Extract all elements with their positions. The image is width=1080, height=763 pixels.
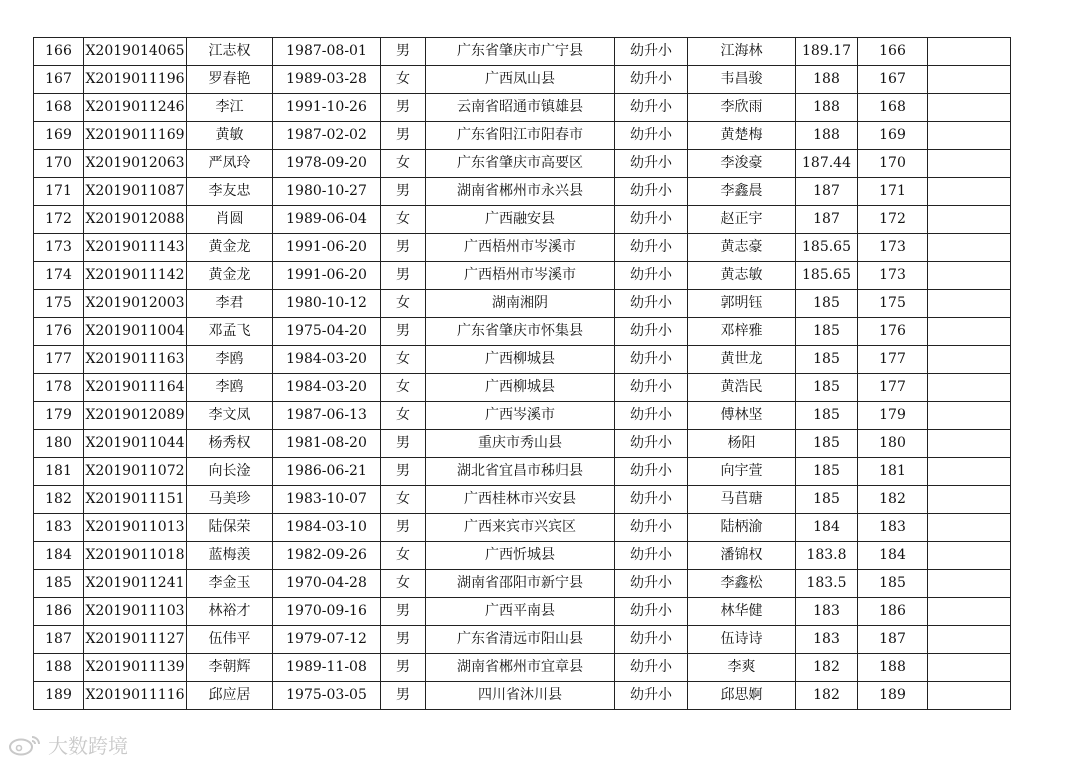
cell-gender: 女: [381, 374, 426, 402]
cell-applicant-id: X2019011103: [84, 598, 187, 626]
cell-remark: [928, 206, 1011, 234]
roster-table: [33, 37, 1011, 710]
cell-birth-date: 1970-04-28: [273, 570, 381, 598]
cell-score: 187.44: [796, 150, 858, 178]
cell-parent-name: 向长淦: [187, 458, 273, 486]
cell-native-place: 广东省清远市阳山县: [426, 626, 615, 654]
cell-applicant-id: X2019011196: [84, 66, 187, 94]
cell-rank: 166: [858, 38, 928, 66]
cell-native-place: 广西柳城县: [426, 374, 615, 402]
cell-rank: 175: [858, 290, 928, 318]
cell-row-number: 173: [34, 234, 84, 262]
table-row: [34, 402, 1011, 430]
cell-gender: 男: [381, 262, 426, 290]
cell-birth-date: 1970-09-16: [273, 598, 381, 626]
cell-category: 幼升小: [615, 626, 688, 654]
cell-birth-date: 1984-03-20: [273, 374, 381, 402]
cell-parent-name: 邓孟飞: [187, 318, 273, 346]
cell-child-name: 韦昌骏: [688, 66, 796, 94]
cell-remark: [928, 122, 1011, 150]
cell-applicant-id: X2019011143: [84, 234, 187, 262]
cell-applicant-id: X2019014065: [84, 38, 187, 66]
cell-gender: 男: [381, 458, 426, 486]
cell-child-name: 李欣雨: [688, 94, 796, 122]
cell-score: 183.5: [796, 570, 858, 598]
cell-gender: 女: [381, 486, 426, 514]
cell-child-name: 杨阳: [688, 430, 796, 458]
cell-gender: 男: [381, 178, 426, 206]
cell-parent-name: 江志权: [187, 38, 273, 66]
cell-score: 189.17: [796, 38, 858, 66]
cell-score: 185: [796, 374, 858, 402]
cell-row-number: 177: [34, 346, 84, 374]
cell-native-place: 广东省肇庆市高要区: [426, 150, 615, 178]
cell-remark: [928, 178, 1011, 206]
cell-row-number: 182: [34, 486, 84, 514]
cell-category: 幼升小: [615, 262, 688, 290]
cell-applicant-id: X2019011151: [84, 486, 187, 514]
cell-applicant-id: X2019011116: [84, 682, 187, 710]
table-row: [34, 66, 1011, 94]
cell-rank: 182: [858, 486, 928, 514]
cell-score: 188: [796, 94, 858, 122]
cell-parent-name: 杨秀权: [187, 430, 273, 458]
cell-row-number: 184: [34, 542, 84, 570]
cell-child-name: 傅林坚: [688, 402, 796, 430]
cell-category: 幼升小: [615, 430, 688, 458]
cell-rank: 185: [858, 570, 928, 598]
cell-birth-date: 1991-10-26: [273, 94, 381, 122]
cell-native-place: 广西桂林市兴安县: [426, 486, 615, 514]
cell-row-number: 166: [34, 38, 84, 66]
cell-remark: [928, 458, 1011, 486]
cell-applicant-id: X2019012003: [84, 290, 187, 318]
cell-birth-date: 1980-10-12: [273, 290, 381, 318]
cell-applicant-id: X2019012089: [84, 402, 187, 430]
cell-applicant-id: X2019011013: [84, 514, 187, 542]
table-row: [34, 682, 1011, 710]
cell-rank: 172: [858, 206, 928, 234]
cell-score: 188: [796, 66, 858, 94]
cell-row-number: 183: [34, 514, 84, 542]
cell-birth-date: 1975-04-20: [273, 318, 381, 346]
cell-remark: [928, 94, 1011, 122]
cell-applicant-id: X2019012088: [84, 206, 187, 234]
cell-category: 幼升小: [615, 486, 688, 514]
table-row: [34, 94, 1011, 122]
cell-rank: 173: [858, 234, 928, 262]
cell-rank: 184: [858, 542, 928, 570]
cell-row-number: 185: [34, 570, 84, 598]
cell-child-name: 黄志豪: [688, 234, 796, 262]
table-row: [34, 514, 1011, 542]
cell-parent-name: 李江: [187, 94, 273, 122]
cell-applicant-id: X2019011142: [84, 262, 187, 290]
cell-gender: 男: [381, 318, 426, 346]
cell-rank: 189: [858, 682, 928, 710]
cell-applicant-id: X2019011044: [84, 430, 187, 458]
table-row: [34, 122, 1011, 150]
cell-gender: 女: [381, 570, 426, 598]
cell-row-number: 188: [34, 654, 84, 682]
cell-parent-name: 马美珍: [187, 486, 273, 514]
cell-score: 185: [796, 290, 858, 318]
cell-row-number: 174: [34, 262, 84, 290]
cell-parent-name: 黄敏: [187, 122, 273, 150]
cell-native-place: 广东省阳江市阳春市: [426, 122, 615, 150]
cell-child-name: 黄志敏: [688, 262, 796, 290]
cell-native-place: 湖南省邵阳市新宁县: [426, 570, 615, 598]
roster-body: [34, 38, 1011, 710]
cell-birth-date: 1991-06-20: [273, 234, 381, 262]
cell-row-number: 186: [34, 598, 84, 626]
cell-native-place: 广西梧州市岑溪市: [426, 262, 615, 290]
cell-score: 187: [796, 206, 858, 234]
cell-birth-date: 1987-08-01: [273, 38, 381, 66]
cell-native-place: 广西岑溪市: [426, 402, 615, 430]
cell-remark: [928, 262, 1011, 290]
cell-native-place: 广东省肇庆市广宁县: [426, 38, 615, 66]
cell-rank: 170: [858, 150, 928, 178]
cell-native-place: 湖北省宜昌市秭归县: [426, 458, 615, 486]
table-row: [34, 542, 1011, 570]
cell-rank: 167: [858, 66, 928, 94]
cell-birth-date: 1978-09-20: [273, 150, 381, 178]
cell-category: 幼升小: [615, 346, 688, 374]
cell-score: 183.8: [796, 542, 858, 570]
cell-birth-date: 1991-06-20: [273, 262, 381, 290]
cell-remark: [928, 150, 1011, 178]
cell-parent-name: 李鸥: [187, 374, 273, 402]
cell-gender: 女: [381, 346, 426, 374]
cell-applicant-id: X2019011087: [84, 178, 187, 206]
cell-row-number: 180: [34, 430, 84, 458]
cell-row-number: 170: [34, 150, 84, 178]
cell-parent-name: 李友忠: [187, 178, 273, 206]
cell-score: 188: [796, 122, 858, 150]
cell-birth-date: 1987-06-13: [273, 402, 381, 430]
cell-child-name: 陆柄渝: [688, 514, 796, 542]
watermark: [8, 730, 128, 759]
cell-child-name: 向宇萱: [688, 458, 796, 486]
cell-score: 185: [796, 318, 858, 346]
cell-birth-date: 1975-03-05: [273, 682, 381, 710]
cell-remark: [928, 234, 1011, 262]
table-row: [34, 374, 1011, 402]
cell-category: 幼升小: [615, 402, 688, 430]
cell-applicant-id: X2019012063: [84, 150, 187, 178]
cell-category: 幼升小: [615, 374, 688, 402]
cell-gender: 男: [381, 38, 426, 66]
cell-parent-name: 伍伟平: [187, 626, 273, 654]
cell-gender: 男: [381, 626, 426, 654]
cell-row-number: 178: [34, 374, 84, 402]
cell-child-name: 黄浩民: [688, 374, 796, 402]
cell-category: 幼升小: [615, 598, 688, 626]
cell-child-name: 江海林: [688, 38, 796, 66]
cell-child-name: 李鑫晨: [688, 178, 796, 206]
cell-gender: 女: [381, 150, 426, 178]
cell-score: 185: [796, 458, 858, 486]
cell-rank: 179: [858, 402, 928, 430]
cell-score: 183: [796, 626, 858, 654]
cell-parent-name: 李金玉: [187, 570, 273, 598]
cell-score: 185: [796, 402, 858, 430]
cell-child-name: 李鑫松: [688, 570, 796, 598]
cell-row-number: 167: [34, 66, 84, 94]
cell-birth-date: 1987-02-02: [273, 122, 381, 150]
cell-parent-name: 李鸥: [187, 346, 273, 374]
cell-birth-date: 1986-06-21: [273, 458, 381, 486]
cell-remark: [928, 570, 1011, 598]
cell-remark: [928, 374, 1011, 402]
cell-row-number: 176: [34, 318, 84, 346]
cell-row-number: 169: [34, 122, 84, 150]
table-row: [34, 234, 1011, 262]
cell-remark: [928, 38, 1011, 66]
cell-birth-date: 1981-08-20: [273, 430, 381, 458]
cell-birth-date: 1982-09-26: [273, 542, 381, 570]
cell-category: 幼升小: [615, 290, 688, 318]
cell-rank: 168: [858, 94, 928, 122]
cell-row-number: 175: [34, 290, 84, 318]
cell-category: 幼升小: [615, 458, 688, 486]
cell-score: 183: [796, 598, 858, 626]
cell-child-name: 赵正宇: [688, 206, 796, 234]
cell-child-name: 黄世龙: [688, 346, 796, 374]
cell-applicant-id: X2019011169: [84, 122, 187, 150]
cell-score: 187: [796, 178, 858, 206]
cell-gender: 女: [381, 402, 426, 430]
cell-applicant-id: X2019011004: [84, 318, 187, 346]
cell-score: 185: [796, 430, 858, 458]
table-row: [34, 486, 1011, 514]
cell-remark: [928, 654, 1011, 682]
cell-rank: 187: [858, 626, 928, 654]
cell-parent-name: 肖圆: [187, 206, 273, 234]
cell-remark: [928, 346, 1011, 374]
cell-gender: 男: [381, 122, 426, 150]
cell-parent-name: 陆保荣: [187, 514, 273, 542]
cell-category: 幼升小: [615, 178, 688, 206]
cell-gender: 女: [381, 206, 426, 234]
cell-parent-name: 李君: [187, 290, 273, 318]
cell-applicant-id: X2019011241: [84, 570, 187, 598]
cell-native-place: 湖南湘阴: [426, 290, 615, 318]
cell-category: 幼升小: [615, 150, 688, 178]
cell-score: 185: [796, 486, 858, 514]
cell-child-name: 邱思婀: [688, 682, 796, 710]
cell-child-name: 李爽: [688, 654, 796, 682]
cell-row-number: 189: [34, 682, 84, 710]
cell-parent-name: 罗春艳: [187, 66, 273, 94]
cell-child-name: 郭明钰: [688, 290, 796, 318]
table-row: [34, 206, 1011, 234]
cell-birth-date: 1984-03-20: [273, 346, 381, 374]
cell-category: 幼升小: [615, 514, 688, 542]
cell-child-name: 李浚豪: [688, 150, 796, 178]
cell-category: 幼升小: [615, 206, 688, 234]
cell-gender: 女: [381, 290, 426, 318]
cell-native-place: 四川省沐川县: [426, 682, 615, 710]
cell-row-number: 179: [34, 402, 84, 430]
cell-birth-date: 1989-11-08: [273, 654, 381, 682]
cell-remark: [928, 598, 1011, 626]
cell-rank: 173: [858, 262, 928, 290]
cell-row-number: 187: [34, 626, 84, 654]
cell-child-name: 马苢瑭: [688, 486, 796, 514]
cell-native-place: 湖南省郴州市宜章县: [426, 654, 615, 682]
table-row: [34, 570, 1011, 598]
cell-birth-date: 1989-03-28: [273, 66, 381, 94]
cell-child-name: 黄楚梅: [688, 122, 796, 150]
cell-category: 幼升小: [615, 234, 688, 262]
cell-row-number: 172: [34, 206, 84, 234]
table-row: [34, 654, 1011, 682]
cell-parent-name: 蓝梅羡: [187, 542, 273, 570]
cell-rank: 188: [858, 654, 928, 682]
cell-gender: 男: [381, 430, 426, 458]
cell-rank: 176: [858, 318, 928, 346]
cell-child-name: 林华健: [688, 598, 796, 626]
cell-category: 幼升小: [615, 682, 688, 710]
cell-remark: [928, 514, 1011, 542]
cell-gender: 男: [381, 234, 426, 262]
cell-category: 幼升小: [615, 94, 688, 122]
cell-rank: 171: [858, 178, 928, 206]
cell-applicant-id: X2019011127: [84, 626, 187, 654]
cell-native-place: 广西凤山县: [426, 66, 615, 94]
cell-rank: 181: [858, 458, 928, 486]
cell-gender: 男: [381, 654, 426, 682]
cell-native-place: 广西柳城县: [426, 346, 615, 374]
cell-applicant-id: X2019011139: [84, 654, 187, 682]
cell-applicant-id: X2019011164: [84, 374, 187, 402]
cell-applicant-id: X2019011163: [84, 346, 187, 374]
table-row: [34, 430, 1011, 458]
cell-gender: 女: [381, 542, 426, 570]
cell-row-number: 168: [34, 94, 84, 122]
cell-native-place: 云南省昭通市镇雄县: [426, 94, 615, 122]
table-row: [34, 262, 1011, 290]
cell-parent-name: 邱应居: [187, 682, 273, 710]
cell-remark: [928, 402, 1011, 430]
cell-rank: 186: [858, 598, 928, 626]
watermark-text: 大数跨境: [48, 734, 128, 758]
cell-score: 185: [796, 346, 858, 374]
cell-birth-date: 1989-06-04: [273, 206, 381, 234]
cell-gender: 男: [381, 598, 426, 626]
table-row: [34, 346, 1011, 374]
cell-birth-date: 1980-10-27: [273, 178, 381, 206]
cell-parent-name: 黄金龙: [187, 234, 273, 262]
cell-native-place: 湖南省郴州市永兴县: [426, 178, 615, 206]
cell-parent-name: 李文凤: [187, 402, 273, 430]
cell-gender: 男: [381, 514, 426, 542]
cell-rank: 177: [858, 374, 928, 402]
cell-gender: 男: [381, 682, 426, 710]
table-row: [34, 150, 1011, 178]
cell-remark: [928, 626, 1011, 654]
cell-native-place: 广西平南县: [426, 598, 615, 626]
cell-category: 幼升小: [615, 654, 688, 682]
cell-gender: 女: [381, 66, 426, 94]
cell-remark: [928, 66, 1011, 94]
cell-rank: 180: [858, 430, 928, 458]
table-row: [34, 178, 1011, 206]
cell-native-place: 广西忻城县: [426, 542, 615, 570]
cell-score: 182: [796, 654, 858, 682]
cell-child-name: 潘锦权: [688, 542, 796, 570]
cell-category: 幼升小: [615, 542, 688, 570]
cell-child-name: 伍诗诗: [688, 626, 796, 654]
cell-parent-name: 林裕才: [187, 598, 273, 626]
cell-rank: 169: [858, 122, 928, 150]
table-row: [34, 290, 1011, 318]
table-row: [34, 318, 1011, 346]
cell-applicant-id: X2019011246: [84, 94, 187, 122]
cell-category: 幼升小: [615, 570, 688, 598]
cell-rank: 177: [858, 346, 928, 374]
cell-category: 幼升小: [615, 122, 688, 150]
cell-native-place: 广西来宾市兴宾区: [426, 514, 615, 542]
cell-category: 幼升小: [615, 38, 688, 66]
cell-category: 幼升小: [615, 66, 688, 94]
cell-native-place: 广西融安县: [426, 206, 615, 234]
cell-applicant-id: X2019011018: [84, 542, 187, 570]
cell-gender: 男: [381, 94, 426, 122]
cell-remark: [928, 430, 1011, 458]
cell-score: 182: [796, 682, 858, 710]
cell-score: 185.65: [796, 262, 858, 290]
cell-category: 幼升小: [615, 318, 688, 346]
table-row: [34, 38, 1011, 66]
cell-remark: [928, 682, 1011, 710]
cell-score: 185.65: [796, 234, 858, 262]
cell-score: 184: [796, 514, 858, 542]
table-row: [34, 458, 1011, 486]
cell-row-number: 181: [34, 458, 84, 486]
cell-parent-name: 严凤玲: [187, 150, 273, 178]
cell-rank: 183: [858, 514, 928, 542]
cell-native-place: 重庆市秀山县: [426, 430, 615, 458]
cell-parent-name: 李朝辉: [187, 654, 273, 682]
table-row: [34, 598, 1011, 626]
cell-birth-date: 1983-10-07: [273, 486, 381, 514]
weibo-icon: [8, 734, 42, 756]
cell-native-place: 广东省肇庆市怀集县: [426, 318, 615, 346]
cell-applicant-id: X2019011072: [84, 458, 187, 486]
cell-birth-date: 1979-07-12: [273, 626, 381, 654]
table-row: [34, 626, 1011, 654]
cell-remark: [928, 486, 1011, 514]
cell-remark: [928, 542, 1011, 570]
cell-row-number: 171: [34, 178, 84, 206]
cell-remark: [928, 318, 1011, 346]
cell-birth-date: 1984-03-10: [273, 514, 381, 542]
cell-native-place: 广西梧州市岑溪市: [426, 234, 615, 262]
cell-remark: [928, 290, 1011, 318]
cell-parent-name: 黄金龙: [187, 262, 273, 290]
cell-child-name: 邓梓雅: [688, 318, 796, 346]
